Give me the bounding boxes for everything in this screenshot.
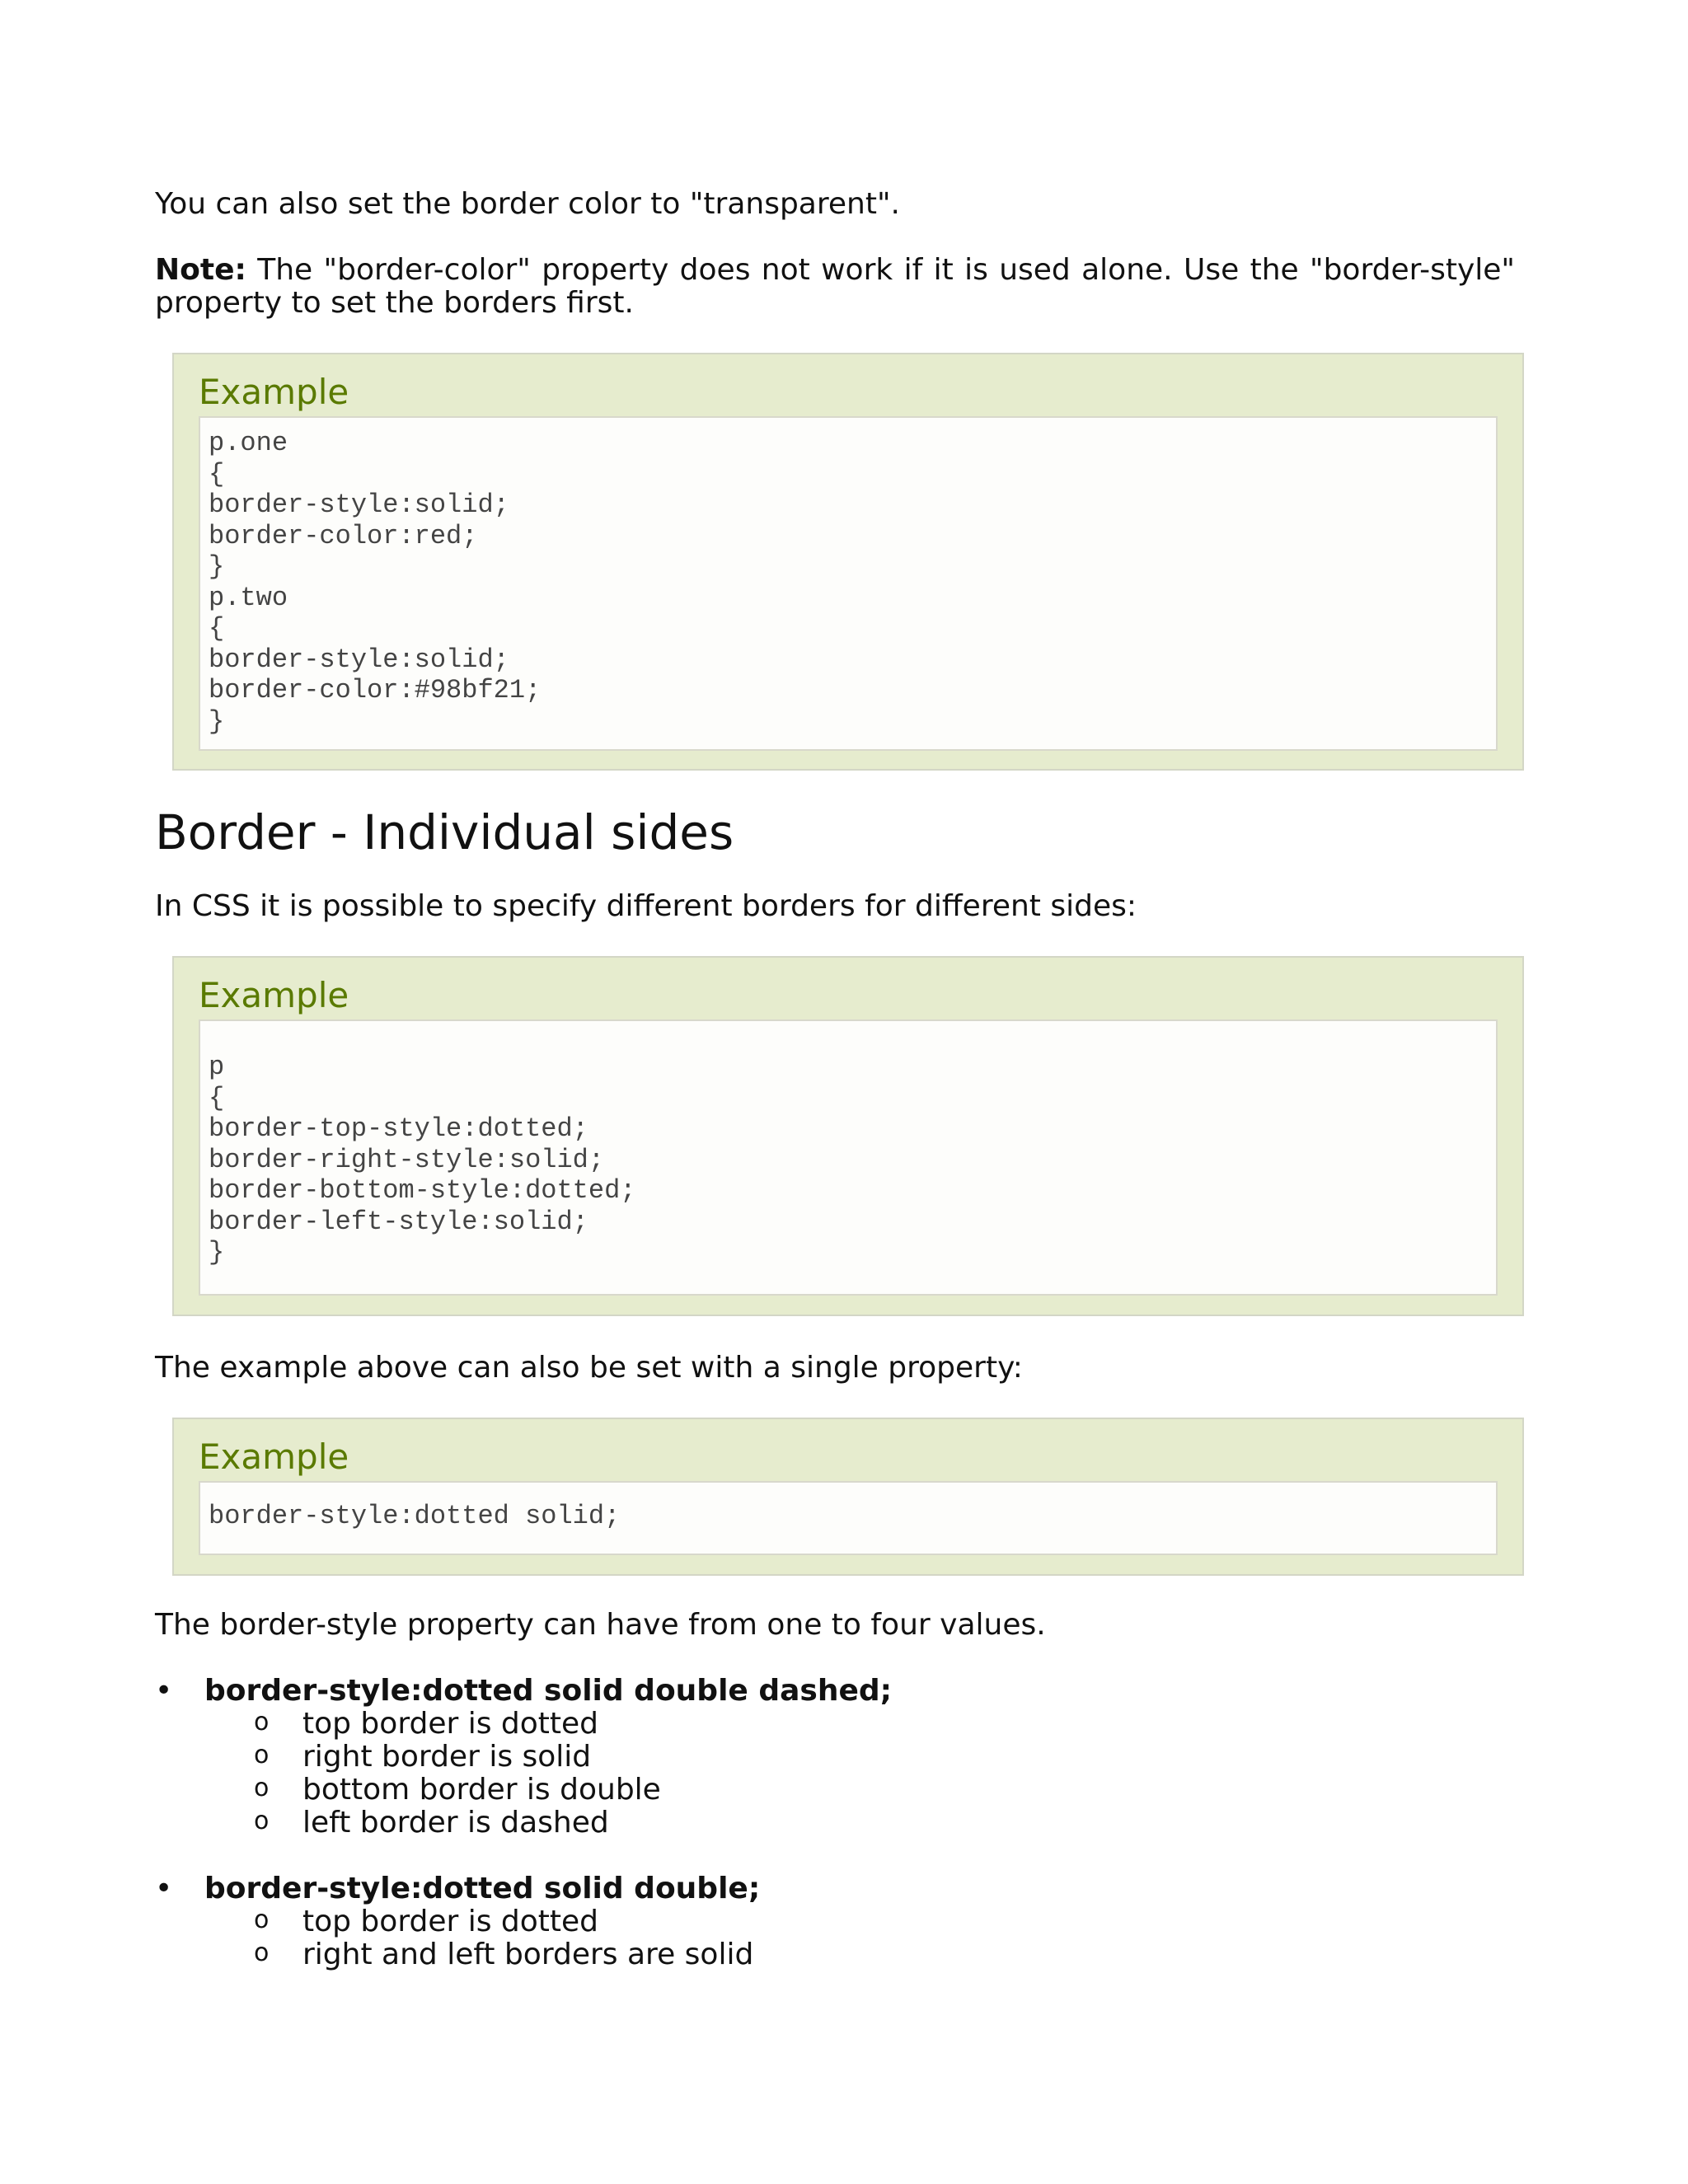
code-line: } [209, 551, 225, 582]
code-line: } [209, 1237, 225, 1268]
sub-list-item: o left border is dashed [155, 1807, 1515, 1840]
code-line: { [209, 458, 225, 490]
border-style-values-list-2 [155, 1872, 1515, 1971]
single-property-text: The example above can also be set with a single property: [155, 1351, 1023, 1385]
sub-list-item: o top border is dotted [155, 1708, 1515, 1741]
code-line: p [209, 1052, 225, 1082]
code-line: } [209, 705, 225, 737]
code-block [199, 416, 1498, 751]
example-box-border-color [172, 353, 1524, 771]
sub-list-item: o bottom border is double [155, 1774, 1515, 1807]
code-line: border-bottom-style:dotted; [209, 1175, 636, 1206]
code-line: p.two [209, 582, 288, 613]
section-heading: Border - Individual sides [155, 804, 734, 860]
code-line: border-style:dotted solid; [209, 1501, 621, 1531]
example-box-shorthand [172, 1418, 1524, 1576]
code-line: border-color:#98bf21; [209, 675, 542, 705]
example-title: Example [199, 1436, 349, 1477]
values-text: The border-style property can have from one to four values. [155, 1608, 1046, 1642]
code-line: { [209, 613, 225, 644]
code-line: border-style:solid; [209, 644, 509, 675]
sub-list-item: o top border is dotted [155, 1905, 1515, 1938]
sub-list-item: o right and left borders are solid [155, 1938, 1515, 1971]
code-line: border-top-style:dotted; [209, 1113, 588, 1144]
note-label: Note: [155, 253, 246, 287]
sub-list-item: o right border is solid [155, 1741, 1515, 1774]
border-style-values-list [155, 1675, 1515, 1840]
transparent-text: You can also set the border color to "transparent". [155, 187, 900, 221]
code-block [199, 1019, 1498, 1296]
example-title: Example [199, 975, 349, 1015]
code-line: border-style:solid; [209, 490, 509, 520]
code-line: p.one [209, 428, 288, 458]
code-line: border-color:red; [209, 520, 478, 551]
example-box-individual-sides [172, 956, 1524, 1316]
code-line: border-right-style:solid; [209, 1144, 605, 1175]
code-block [199, 1481, 1498, 1555]
code-line: border-left-style:solid; [209, 1206, 588, 1237]
code-line: { [209, 1082, 225, 1113]
note-paragraph [155, 254, 1515, 320]
list-item: • border-style:dotted solid double dashed; [155, 1675, 1515, 1708]
note-text: The "border-color" property does not work if it is used alone. Use the "border-style" property to set the borders first. [155, 253, 1515, 320]
example-title: Example [199, 372, 349, 412]
section-intro: In CSS it is possible to specify different borders for different sides: [155, 889, 1137, 923]
list-item: • border-style:dotted solid double; [155, 1872, 1515, 1905]
